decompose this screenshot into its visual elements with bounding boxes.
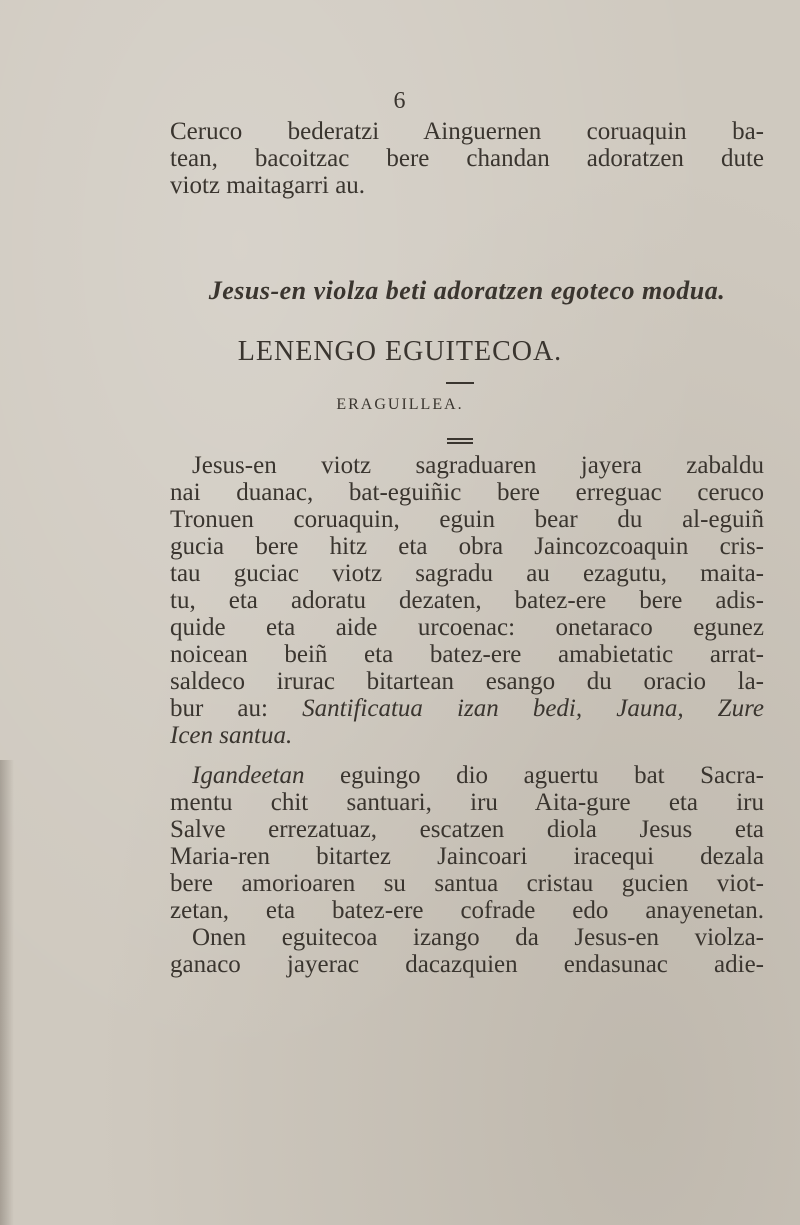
intro-paragraph <box>170 118 764 199</box>
text-line: gucia bere hitz eta obra Jaincozcoaquin cris- <box>170 533 764 560</box>
paragraph-2 <box>170 762 764 978</box>
section-subtitle: Jesus-en violza beti adoratzen egoteco modua. <box>208 276 726 305</box>
prayer-text: Icen santua. <box>170 722 293 749</box>
text-line: bere amorioaren su santua cristau gucien viot- <box>170 870 764 897</box>
text-line: tau guciac viotz sagradu au ezagutu, maita- <box>170 560 764 587</box>
text-line: ganaco jayerac dacazquien endasunac adie- <box>170 951 764 978</box>
text-line: zetan, eta batez-ere cofrade edo anayenetan. <box>170 897 764 924</box>
text-line: tu, eta adoratu dezaten, batez-ere bere adis- <box>170 587 764 614</box>
text-line: nai duanac, bat-eguiñic bere erreguac ceruco <box>170 479 764 506</box>
text-line: Ceruco bederatzi Ainguernen coruaquin ba- <box>170 118 764 145</box>
chapter-heading: LENENGO EGUITECOA. <box>237 336 563 367</box>
double-divider-rule <box>447 438 473 444</box>
italic-word: Igandeetan <box>192 762 305 789</box>
text-line <box>170 722 764 749</box>
page-number: 6 <box>393 88 407 114</box>
section-label: ERAGUILLEA. <box>336 396 464 413</box>
text-line: Jesus-en viotz sagraduaren jayera zabaldu <box>192 452 764 479</box>
text-line: tean, bacoitzac bere chandan adoratzen dute <box>170 145 764 172</box>
text-line: Tronuen coruaquin, eguin bear du al-eguiñ <box>170 506 764 533</box>
text-line <box>170 695 764 722</box>
text-line: Salve errezatuaz, escatzen diola Jesus eta <box>170 816 764 843</box>
paragraph-1 <box>170 452 764 749</box>
text-line: viotz maitagarri au. <box>170 172 366 199</box>
text-line: quide eta aide urcoenac: onetaraco egunez <box>170 614 764 641</box>
text-line: Onen eguitecoa izango da Jesus-en violza- <box>192 924 764 951</box>
text-line: Maria-ren bitartez Jaincoari iracequi dezala <box>170 843 764 870</box>
text-line: mentu chit santuari, iru Aita-gure eta iru <box>170 789 764 816</box>
text-line <box>170 762 764 789</box>
page-edge-shadow <box>0 760 14 1225</box>
divider-rule <box>446 382 474 384</box>
text-line: saldeco irurac bitartean esango du oracio la- <box>170 668 764 695</box>
text-segment: eguingo dio aguertu bat Sacra- <box>304 762 764 789</box>
text-line: noicean beiñ eta batez-ere amabietatic arrat- <box>170 641 764 668</box>
prayer-text: Santificatua izan bedi, Jauna, Zure <box>302 695 764 722</box>
text-segment: bur au: <box>170 695 303 722</box>
